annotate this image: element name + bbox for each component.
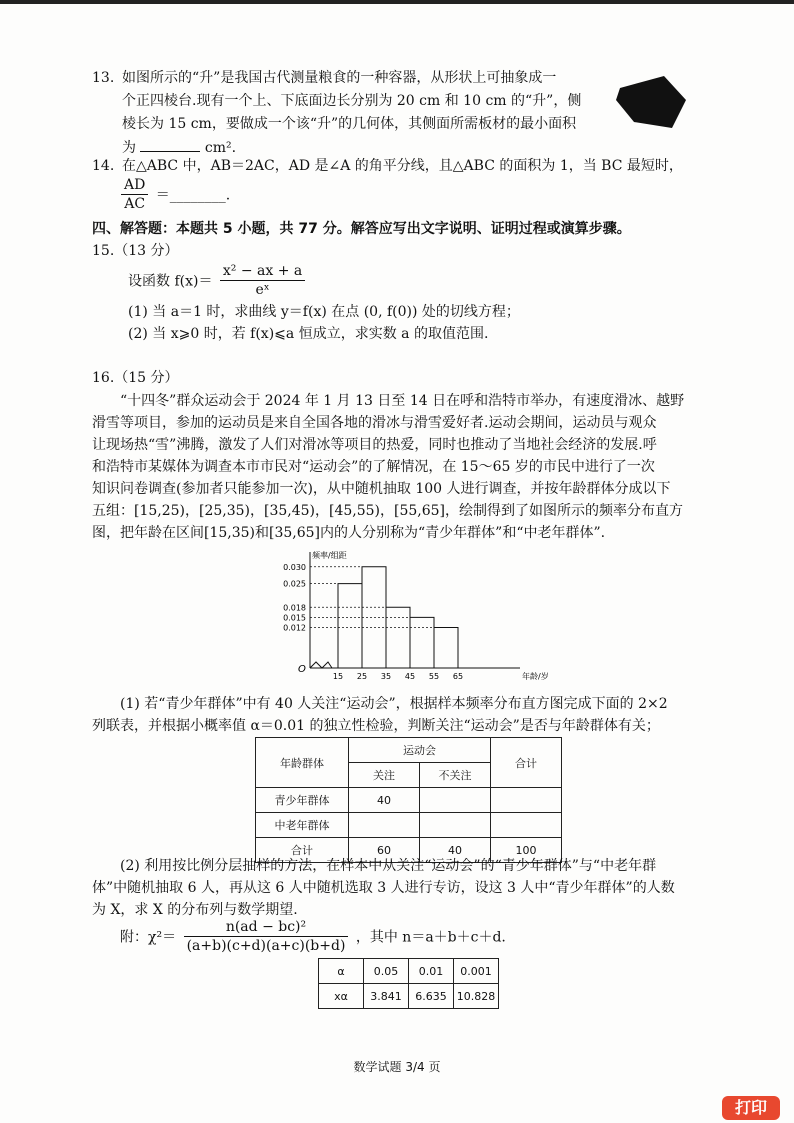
x-tick-label: 45 xyxy=(404,672,416,681)
x-tick-label: 65 xyxy=(452,672,464,681)
row-total-not: 40 xyxy=(420,838,491,863)
q14-fraction xyxy=(121,176,148,213)
q13-answer-blank xyxy=(140,137,200,152)
print-button[interactable]: 打印 xyxy=(722,1096,780,1120)
q16-para-line3: 让现场热“雪”沸腾，激发了人们对滑冰等项目的热爱，同时也推动了当地社会经济的发展.呼 xyxy=(92,437,657,453)
x-tick-label: 55 xyxy=(428,672,440,681)
row-youth-attend: 40 xyxy=(349,788,420,813)
appendix-formula xyxy=(120,918,506,955)
q15-definition xyxy=(128,262,308,299)
histogram-bar xyxy=(434,628,458,669)
y-tick-label: 0.025 xyxy=(283,579,306,589)
row-total-label: 合计 xyxy=(256,838,349,863)
q16-para-line6: 五组：[15,25)，[25,35)，[35,45)，[45,55)，[55,65]，绘制得到了如图所示的频率分布直方 xyxy=(92,503,684,519)
q13-number: 13. xyxy=(92,70,115,86)
q15-frac-num: x² − ax + a xyxy=(220,262,305,281)
q15-frac-den: eˣ xyxy=(255,282,270,298)
q14-frac-den: AC xyxy=(124,196,146,212)
y-tick-label: 0.015 xyxy=(283,613,306,623)
q16-part2-line3: 为 X，求 X 的分布列与数学期望. xyxy=(92,902,298,918)
q13-line1: 如图所示的“升”是我国古代测量粮食的一种容器，从形状上可抽象成一 xyxy=(122,70,557,86)
q16-para-line5: 知识问卷调查(参加者只能参加一次)，从中随机抽取 100 人进行调查，并按年龄群体分成以下 xyxy=(92,481,671,497)
chi-square-num: n(ad − bc)² xyxy=(184,918,349,937)
q15-part2: (2) 当 x⩾0 时，若 f(x)⩽a 恒成立，求实数 a 的取值范围. xyxy=(128,326,489,342)
q16-para-line1: “十四冬”群众运动会于 2024 年 1 月 13 日至 14 日在呼和浩特市举办，有速度滑冰、越野 xyxy=(120,393,685,409)
q14-number: 14. xyxy=(92,158,115,174)
q16-part2-line2: 体”中随机抽取 6 人，再从这 6 人中随机选取 3 人进行专访，设这 3 人中“青少年群体”的人数 xyxy=(92,880,675,896)
q13-line4-prefix: 为 xyxy=(122,140,136,156)
sheng-container-figure xyxy=(612,70,690,132)
q13-unit: cm². xyxy=(204,140,237,156)
q16-part1-line1: (1) 若“青少年群体”中有 40 人关注“运动会”，根据样本频率分布直方图完成下面的 2×2 xyxy=(120,696,668,712)
header-event: 运动会 xyxy=(349,738,491,763)
appendix-prefix: 附：χ²＝ xyxy=(120,929,177,946)
histogram-bar xyxy=(386,607,410,668)
alpha-value: 0.01 xyxy=(409,959,454,984)
q14-answer-tail: ＝________. xyxy=(155,187,231,204)
origin-label: O xyxy=(298,664,306,675)
page-footer: 数学试题 3/4 页 xyxy=(353,1060,441,1074)
q15-fraction xyxy=(220,262,305,299)
q13-line2: 个正四棱台.现有一个上、下底面边长分别为 20 cm 和 10 cm 的“升”，侧 xyxy=(122,93,582,109)
q16-para-line7: 图，把年龄在区间[15,35)和[35,65]内的人分别称为“青少年群体”和“中老年群体”. xyxy=(92,525,606,541)
row-senior-label: 中老年群体 xyxy=(256,813,349,838)
header-age-group: 年龄群体 xyxy=(256,738,349,788)
q16-part1-line2: 列联表，并根据小概率值 α＝0.01 的独立性检验，判断关注“运动会”是否与年龄群体有关； xyxy=(92,718,660,734)
row-total-attend: 60 xyxy=(349,838,420,863)
critical-value-table xyxy=(318,958,499,1009)
q13-line4 xyxy=(122,137,236,158)
q16-para-line2: 滑雪等项目，参加的运动员是来自全国各地的滑冰与滑雪爱好者.运动会期间，运动员与观众 xyxy=(92,415,657,431)
chi-square-fraction xyxy=(184,918,349,955)
chi-square-den: (a+b)(c+d)(a+c)(b+d) xyxy=(186,938,346,954)
row-youth-total xyxy=(491,788,562,813)
x-tick-label: 35 xyxy=(380,672,392,681)
y-tick-label: 0.030 xyxy=(283,562,306,572)
row-youth-label: 青少年群体 xyxy=(256,788,349,813)
alpha-value: 0.05 xyxy=(364,959,409,984)
q16-part2-line1: (2) 利用按比例分层抽样的方法，在样本中从关注“运动会”的“青少年群体”与“中老年群 xyxy=(120,858,657,874)
alpha-value: 0.001 xyxy=(454,959,499,984)
q15-part1: (1) 当 a＝1 时，求曲线 y＝f(x) 在点 (0, f(0)) 处的切线方程； xyxy=(128,304,520,320)
y-tick-label: 0.012 xyxy=(283,623,306,633)
q14-frac-num: AD xyxy=(121,176,148,195)
q13-line3: 棱长为 15 cm，要做成一个该“升”的几何体，其侧面所需板材的最小面积 xyxy=(122,116,577,132)
x-alpha-label: xα xyxy=(319,984,364,1009)
header-total: 合计 xyxy=(491,738,562,788)
x-alpha-value: 3.841 xyxy=(364,984,409,1009)
row-total-total: 100 xyxy=(491,838,562,863)
x-axis-label: 年龄/岁 xyxy=(522,672,549,681)
q14-line2 xyxy=(118,176,230,213)
histogram-bar xyxy=(410,617,434,668)
q15-heading: 15.（13 分） xyxy=(92,243,179,259)
axis-break xyxy=(310,662,332,668)
contingency-table xyxy=(255,737,562,863)
q15-def-prefix: 设函数 f(x)＝ xyxy=(128,273,213,290)
alpha-label: α xyxy=(319,959,364,984)
q14-line1: 在△ABC 中，AB＝2AC，AD 是∠A 的角平分线，且△ABC 的面积为 1，当 BC 最短时， xyxy=(122,158,683,174)
x-tick-label: 15 xyxy=(332,672,344,681)
header-not-attend: 不关注 xyxy=(420,763,491,788)
row-senior-attend xyxy=(349,813,420,838)
histogram-bar xyxy=(338,584,362,668)
x-alpha-value: 6.635 xyxy=(409,984,454,1009)
y-axis-label: 频率/组距 xyxy=(312,551,347,560)
top-border xyxy=(0,0,794,4)
section-heading: 四、解答题：本题共 5 小题，共 77 分。解答应写出文字说明、证明过程或演算步骤。 xyxy=(92,221,631,237)
appendix-suffix: ，其中 n＝a＋b＋c＋d. xyxy=(355,929,506,946)
q16-heading: 16.（15 分） xyxy=(92,370,179,386)
row-youth-not xyxy=(420,788,491,813)
q16-para-line4: 和浩特市某媒体为调查本市市民对“运动会”的了解情况，在 15～65 岁的市民中进行了一次 xyxy=(92,459,655,475)
header-attend: 关注 xyxy=(349,763,420,788)
row-senior-not xyxy=(420,813,491,838)
row-senior-total xyxy=(491,813,562,838)
x-alpha-value: 10.828 xyxy=(454,984,499,1009)
y-tick-label: 0.018 xyxy=(283,603,306,613)
x-tick-label: 25 xyxy=(356,672,368,681)
frequency-histogram xyxy=(270,548,570,688)
